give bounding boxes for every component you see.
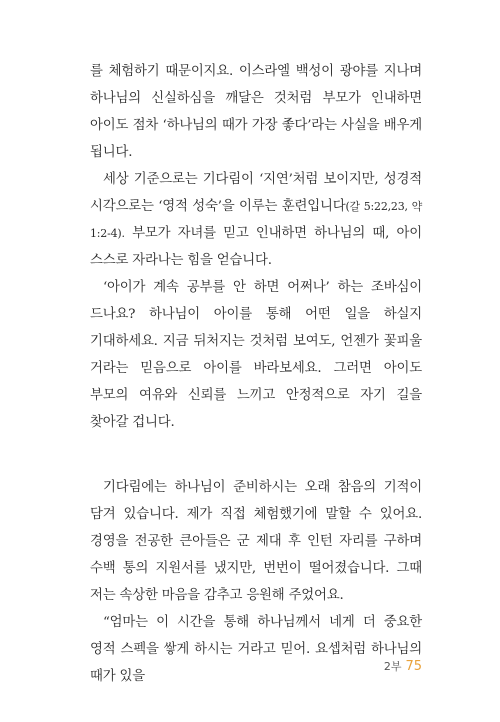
page-body [90, 58, 422, 690]
paragraph-5: “엄마는 이 시간을 통해 하나님께서 네게 더 중요한 영적 스펙을 쌓게 하시는 거라고 믿어. 요셉처럼 하나님의 때가 있을 [90, 615, 422, 684]
page-footer [384, 658, 422, 674]
paragraph-2-text: 세상 기준으로는 기다림이 ‘지연’처럼 보이지만, 성경적 시각으로는 ‘영적 성숙’을 이루는 훈련입니다 [90, 172, 422, 214]
paragraph-4: 기다림에는 하나님이 준비하시는 오래 참음의 기적이 담겨 있습니다. 제가 직접 체험했기에 말할 수 있어요. 경영을 전공한 큰아들은 군 제대 후 인턴 자리를 구하며 수백 통의 지원서를 냈지만, 번번이 떨어졌습니다. 그때 저는 속상한 마음을 감추고 응원해 주었어요. [90, 480, 422, 603]
page-number: 75 [405, 659, 422, 674]
paragraph-2-continuation: 부모가 자녀를 믿고 인내하면 하나님의 때, 아이 스스로 자라나는 힘을 얻습니다. [90, 226, 422, 268]
part-label: 2부 [383, 660, 402, 673]
section-gap [90, 436, 422, 474]
paragraph-3: ‘아이가 계속 공부를 안 하면 어쩌나’ 하는 조바심이 드나요? 하나님이 아이를 통해 어떤 일을 하실지 기대하세요. 지금 뒤처지는 것처럼 보여도, 언젠가 꽃피울 거라는 믿음으로 아이를 바라보세요. 그러면 아이도 부모의 여유와 신뢰를 느끼고 안정적으로 자기 길을 찾아갈 겁니다. [90, 280, 422, 430]
paragraph-2 [90, 166, 422, 274]
paragraph-1: 를 체험하기 때문이지요. 이스라엘 백성이 광야를 지나며 하나님의 신실하심을 깨달은 것처럼 부모가 인내하면 아이도 점차 ‘하나님의 때가 가장 좋다’라는 사실을 배우게 됩니다. [90, 64, 422, 160]
scripture-reference: (갈 5:22,23, 약 1:2-4). [90, 200, 422, 240]
